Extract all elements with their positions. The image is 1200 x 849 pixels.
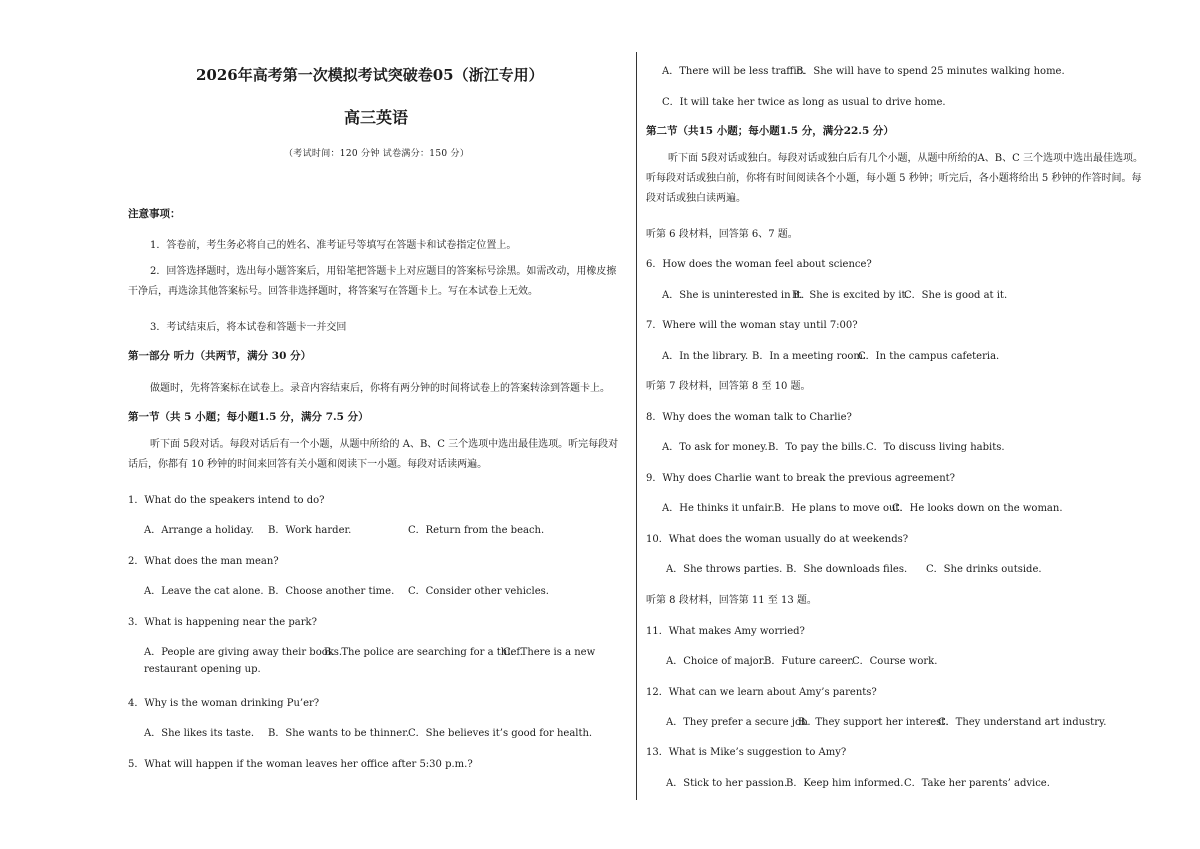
- section2-intro: 听下面 5段对话或独白。每段对话或独白后有几个小题，从题中所给的A、B、C 三个选项中选出最佳选项。听每段对话或独白前，你将有时间阅读各个小题，每小题 5 秒钟；听完后，各小题将给出 5 秒钟的作答时间。每段对话或独白读两遍。: [646, 153, 1143, 204]
- q13-option-b: B．Keep him informed.: [786, 778, 904, 789]
- exam-subject: 高三英语: [344, 108, 409, 127]
- material-7-instruction: 听第 7 段材料，回答第 8 至 10 题。: [646, 381, 811, 392]
- q6-option-c: C．She is good at it.: [904, 290, 1008, 301]
- question-12: 12．What can we learn about Amy’s parents?: [646, 687, 877, 698]
- q6-option-a: A．She is uninterested in it.: [662, 290, 805, 301]
- question-3: 3．What is happening near the park?: [128, 617, 317, 628]
- q12-option-a: A．They prefer a secure job.: [666, 717, 811, 728]
- q1-option-b: B．Work harder.: [268, 525, 352, 536]
- q11-option-c: C．Course work.: [852, 656, 938, 667]
- q9-option-b: B．He plans to move out.: [774, 503, 903, 514]
- part1-intro: 做题时，先将答案标在试卷上。录音内容结束后，你将有两分钟的时间将试卷上的答案转涂到答题卡上。: [150, 383, 610, 394]
- material-8-instruction: 听第 8 段材料，回答第 11 至 13 题。: [646, 595, 817, 606]
- column-divider: [636, 52, 637, 800]
- question-8: 8．Why does the woman talk to Charlie?: [646, 412, 852, 423]
- question-2: 2．What does the man mean?: [128, 556, 279, 567]
- q7-option-a: A．In the library.: [662, 351, 749, 362]
- q2-option-c: C．Consider other vehicles.: [408, 586, 549, 597]
- q9-option-c: C．He looks down on the woman.: [892, 503, 1063, 514]
- material-6-instruction: 听第 6 段材料，回答第 6、7 题。: [646, 229, 798, 240]
- q10-option-c: C．She drinks outside.: [926, 564, 1042, 575]
- question-7: 7．Where will the woman stay until 7:00?: [646, 320, 858, 331]
- q11-option-a: A．Choice of major.: [666, 656, 766, 667]
- section1-heading: 第一节（共 5 小题；每小题1.5 分，满分 7.5 分）: [128, 411, 369, 423]
- notice-item-2: 2．回答选择题时，选出每小题答案后，用铅笔把答题卡上对应题目的答案标号涂黑。如需改动，用橡皮擦干净后，再选涂其他答案标号。回答非选择题时，将答案写在答题卡上。写在本试卷上无效。: [128, 266, 617, 297]
- q1-option-a: A．Arrange a holiday.: [144, 525, 254, 536]
- q4-option-c: C．She believes it’s good for health.: [408, 728, 593, 739]
- q1-option-c: C．Return from the beach.: [408, 525, 545, 536]
- question-6: 6．How does the woman feel about science?: [646, 259, 872, 270]
- exam-info: （考试时间：120 分钟 试卷满分：150 分）: [284, 149, 470, 159]
- section1-intro: 听下面 5段对话。每段对话后有一个小题，从题中所给的 A、B、C 三个选项中选出最佳选项。听完每段对话后，你都有 10 秒钟的时间来回答有关小题和阅读下一小题。每段对话读两遍。: [128, 439, 619, 470]
- question-4: 4．Why is the woman drinking Pu’er?: [128, 698, 320, 709]
- q5-option-c: C．It will take her twice as long as usual to drive home.: [662, 97, 946, 108]
- notice-heading: 注意事项：: [128, 208, 181, 220]
- q4-option-b: B．She wants to be thinner.: [268, 728, 410, 739]
- question-5: 5．What will happen if the woman leaves her office after 5:30 p.m.?: [128, 759, 473, 770]
- q3-option-a: A．People are giving away their books.: [144, 647, 343, 658]
- q8-option-c: C．To discuss living habits.: [866, 442, 1005, 453]
- question-1: 1．What do the speakers intend to do?: [128, 495, 325, 506]
- q3-option-b: B．The police are searching for a thief.: [324, 647, 523, 658]
- question-13: 13．What is Mike’s suggestion to Amy?: [646, 747, 847, 758]
- question-10: 10．What does the woman usually do at weekends?: [646, 534, 909, 545]
- q7-option-c: C．In the campus cafeteria.: [858, 351, 1000, 362]
- q10-option-b: B．She downloads files.: [786, 564, 908, 575]
- q13-option-c: C．Take her parents’ advice.: [904, 778, 1050, 789]
- q9-option-a: A．He thinks it unfair.: [662, 503, 775, 514]
- question-9: 9．Why does Charlie want to break the previous agreement?: [646, 473, 956, 484]
- q3-option-c-cont: restaurant opening up.: [144, 664, 261, 675]
- q8-option-a: A．To ask for money.: [662, 442, 768, 453]
- q2-option-b: B．Choose another time.: [268, 586, 395, 597]
- q8-option-b: B．To pay the bills.: [768, 442, 866, 453]
- q11-option-b: B．Future career.: [764, 656, 855, 667]
- q10-option-a: A．She throws parties.: [666, 564, 783, 575]
- q5-option-a: A．There will be less traffic.: [662, 66, 806, 77]
- section2-heading: 第二节（共15 小题；每小题1.5 分，满分22.5 分）: [646, 125, 894, 137]
- q13-option-a: A．Stick to her passion.: [666, 778, 788, 789]
- notice-item-3: 3．考试结束后，将本试卷和答题卡一并交回: [150, 322, 347, 333]
- q2-option-a: A．Leave the cat alone.: [144, 586, 264, 597]
- q3-option-c: C．There is a new: [503, 647, 596, 658]
- exam-title: 2026年高考第一次模拟考试突破卷05（浙江专用）: [196, 66, 544, 84]
- q4-option-a: A．She likes its taste.: [144, 728, 255, 739]
- q6-option-b: B．She is excited by it.: [792, 290, 909, 301]
- question-11: 11．What makes Amy worried?: [646, 626, 805, 637]
- q7-option-b: B．In a meeting room.: [752, 351, 867, 362]
- q12-option-b: B．They support her interest.: [798, 717, 949, 728]
- q5-option-b: B．She will have to spend 25 minutes walking home.: [796, 66, 1065, 77]
- notice-item-1: 1．答卷前，考生务必将自己的姓名、准考证号等填写在答题卡和试卷指定位置上。: [150, 240, 517, 251]
- part1-heading: 第一部分 听力（共两节，满分 30 分）: [128, 350, 312, 362]
- q12-option-c: C．They understand art industry.: [938, 717, 1107, 728]
